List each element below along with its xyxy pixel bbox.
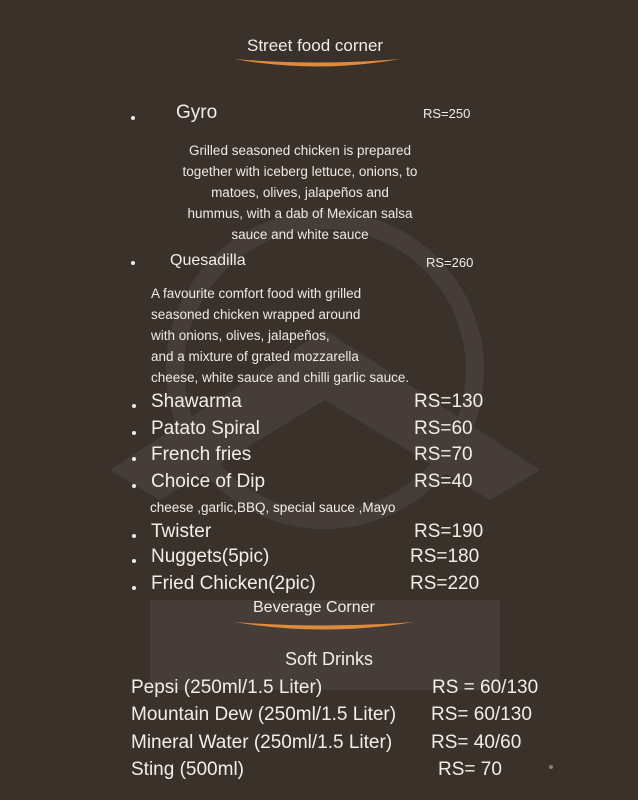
- soft-drinks-title: Soft Drinks: [285, 649, 374, 669]
- fried-chicken-price: RS=220: [410, 573, 480, 594]
- description-line: Grilled seasoned chicken is prepared: [188, 143, 412, 158]
- mineral-water-name: Mineral Water (250ml/1.5 Liter): [131, 732, 393, 753]
- title-swoosh: [232, 56, 402, 70]
- nuggets-name: Nuggets(5pic): [151, 546, 270, 567]
- sting-name: Sting (500ml): [131, 759, 244, 780]
- quesadilla-name: Quesadilla: [170, 252, 246, 269]
- description-line: together with iceberg lettuce, onions, to: [182, 164, 418, 179]
- choice-of-dip-price: RS=40: [414, 471, 473, 492]
- mountain-dew-name: Mountain Dew (250ml/1.5 Liter): [131, 704, 397, 725]
- description-line: matoes, olives, jalapeños and: [211, 185, 389, 200]
- sting-price: RS= 70: [438, 759, 502, 780]
- street-food-title: Street food corner: [247, 36, 384, 55]
- nuggets-price: RS=180: [410, 546, 480, 567]
- french-fries-price: RS=70: [414, 444, 473, 465]
- beverage-corner-title: Beverage Corner: [253, 599, 375, 616]
- bullet: [132, 484, 136, 488]
- choice-of-dip-name: Choice of Dip: [151, 471, 266, 492]
- fried-chicken-name: Fried Chicken(2pic): [151, 573, 316, 594]
- patato-spiral-price: RS=60: [414, 418, 473, 439]
- quesadilla-price: RS=260: [426, 255, 474, 270]
- mountain-dew-price: RS= 60/130: [431, 704, 532, 725]
- beverage-swoosh: [232, 619, 416, 633]
- shawarma-price: RS=130: [414, 391, 484, 412]
- bullet: [132, 534, 136, 538]
- gyro-name: Gyro: [176, 102, 218, 123]
- description-line: sauce and white sauce: [231, 227, 369, 242]
- bullet: [131, 116, 135, 120]
- bullet: [132, 586, 136, 590]
- shawarma-name: Shawarma: [151, 391, 242, 412]
- gyro-description: [150, 140, 450, 245]
- twister-name: Twister: [151, 521, 212, 542]
- mineral-water-price: RS= 40/60: [431, 732, 522, 753]
- description-line: cheese, white sauce and chilli garlic sauce.: [151, 370, 410, 385]
- dip-options: cheese ,garlic,BBQ, special sauce ,Mayo: [150, 500, 396, 515]
- description-line: seasoned chicken wrapped around: [151, 307, 361, 322]
- description-line: with onions, olives, jalapeños,: [151, 328, 330, 343]
- pepsi-price: RS = 60/130: [432, 677, 539, 698]
- bullet: [132, 559, 136, 563]
- patato-spiral-name: Patato Spiral: [151, 418, 260, 439]
- bullet: [132, 431, 136, 435]
- bullet: [132, 404, 136, 408]
- decorative-dot: [549, 765, 553, 769]
- gyro-price: RS=250: [423, 106, 471, 121]
- french-fries-name: French fries: [151, 444, 252, 465]
- quesadilla-description: [151, 283, 409, 388]
- bullet: [132, 457, 136, 461]
- bullet: [131, 261, 135, 265]
- description-line: hummus, with a dab of Mexican salsa: [187, 206, 413, 221]
- description-line: and a mixture of grated mozzarella: [151, 349, 359, 364]
- pepsi-name: Pepsi (250ml/1.5 Liter): [131, 677, 323, 698]
- twister-price: RS=190: [414, 521, 484, 542]
- description-line: A favourite comfort food with grilled: [151, 286, 362, 301]
